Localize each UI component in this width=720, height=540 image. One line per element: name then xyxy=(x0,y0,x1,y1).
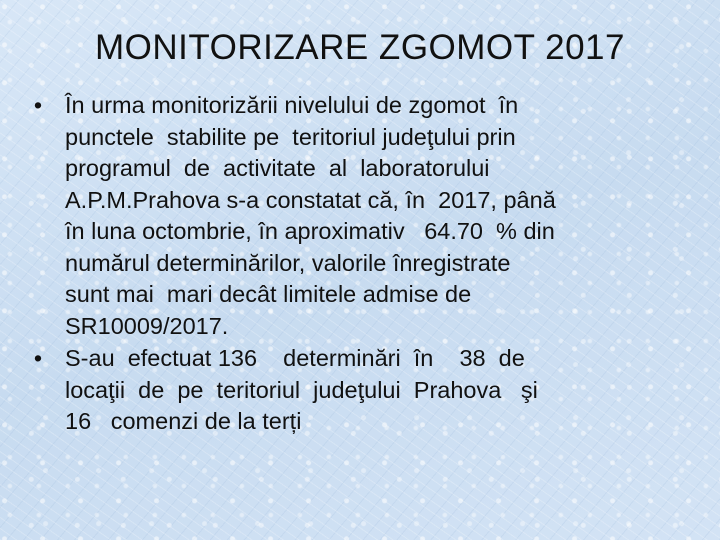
bullet-list xyxy=(28,90,688,438)
bullet-line: punctele stabilite pe teritoriul judeţului prin xyxy=(65,123,516,150)
bullet-line: locaţii de pe teritoriul judeţului Prahova şi xyxy=(65,376,538,403)
bullet-item-monitoring-results xyxy=(28,90,688,342)
bullet-line: numărul determinărilor, valorile înregistrate xyxy=(65,249,511,276)
bullet-line: În urma monitorizării nivelului de zgomot în xyxy=(65,92,519,118)
bullet-line: programul de activitate al laboratorului xyxy=(65,155,490,181)
bullet-line: sunt mai mari decât limitele admise de xyxy=(65,281,472,307)
slide-title: MONITORIZARE ZGOMOT 2017 xyxy=(95,28,625,67)
bullet-item-measurements-count xyxy=(28,343,688,438)
bullet-line: 16 comenzi de la terți xyxy=(65,408,302,434)
bullet-icon: • xyxy=(33,92,43,118)
bullet-icon: • xyxy=(33,345,43,371)
bullet-line: A.P.M.Prahova s-a constatat că, în 2017, până xyxy=(65,186,556,213)
bullet-line: SR10009/2017. xyxy=(65,312,229,339)
bullet-line: în luna octombrie, în aproximativ 64.70 % din xyxy=(65,218,555,244)
bullet-line: S-au efectuat 136 determinări în 38 de xyxy=(65,345,525,371)
